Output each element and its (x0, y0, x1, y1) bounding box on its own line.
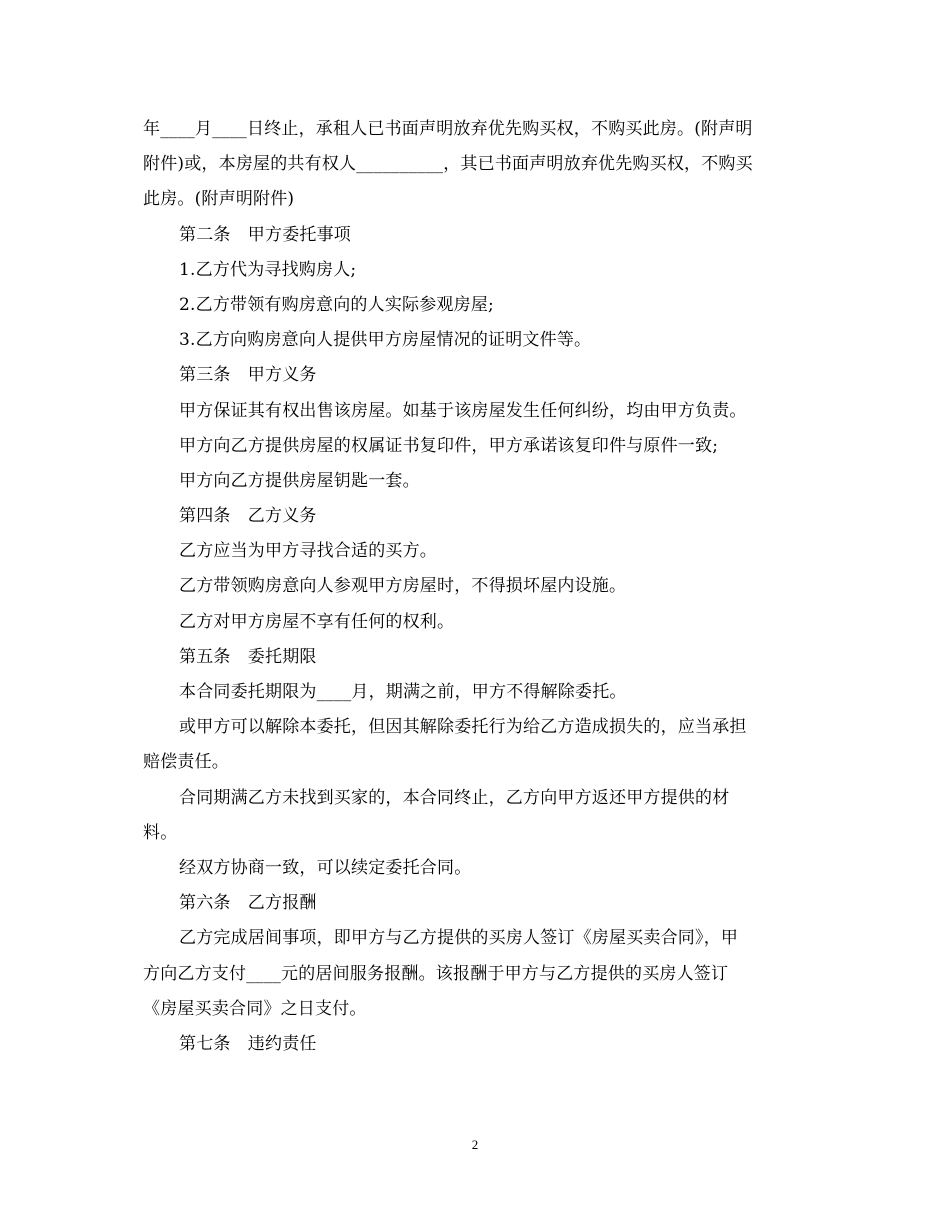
paragraph: 经双方协商一致，可以续定委托合同。 (179, 857, 472, 878)
text-line: 附件)或，本房屋的共有权人__________，其已书面声明放弃优先购买权，不购买 (143, 154, 753, 175)
page-number: 2 (471, 1137, 479, 1152)
paragraph-continuation: 方向乙方支付____元的居间服务报酬。该报酬于甲方与乙方提供的买房人签订 (143, 963, 729, 984)
list-item: 2.乙方带领有购房意向的人实际参观房屋; (179, 294, 494, 315)
section-heading-article-4: 第四条 乙方义务 (179, 506, 317, 527)
paragraph-continuation: 赔偿责任。 (143, 752, 229, 773)
list-item: 1.乙方代为寻找购房人; (179, 259, 357, 280)
paragraph-continuation: 《房屋买卖合同》之日支付。 (143, 998, 367, 1019)
section-heading-article-6: 第六条 乙方报酬 (179, 893, 317, 914)
text-line: 年____月____日终止，承租人已书面声明放弃优先购买权，不购买此房。(附声明 (143, 119, 753, 139)
section-heading-article-5: 第五条 委托期限 (179, 646, 317, 667)
paragraph: 或甲方可以解除本委托，但因其解除委托行为给乙方造成损失的，应当承担 (179, 717, 747, 738)
paragraph-continuation: 料。 (143, 822, 178, 843)
paragraph: 甲方保证其有权出售该房屋。如基于该房屋发生任何纠纷，均由甲方负责。 (179, 400, 747, 421)
section-heading-article-7: 第七条 违约责任 (179, 1033, 317, 1054)
paragraph: 乙方完成居间事项，即甲方与乙方提供的买房人签订《房屋买卖合同》，甲 (179, 928, 739, 949)
paragraph: 本合同委托期限为____月，期满之前，甲方不得解除委托。 (179, 682, 627, 702)
text-line: 此房。(附声明附件) (143, 189, 295, 210)
paragraph: 乙方对甲方房屋不享有任何的权利。 (179, 611, 455, 632)
paragraph: 甲方向乙方提供房屋钥匙一套。 (179, 470, 420, 491)
section-heading-article-3: 第三条 甲方义务 (179, 365, 317, 386)
paragraph: 合同期满乙方未找到买家的，本合同终止，乙方向甲方返还甲方提供的材 (179, 787, 730, 808)
paragraph: 乙方带领购房意向人参观甲方房屋时，不得损坏屋内设施。 (179, 576, 627, 597)
paragraph: 乙方应当为甲方寻找合适的买方。 (179, 541, 437, 562)
list-item: 3.乙方向购房意向人提供甲方房屋情况的证明文件等。 (179, 330, 592, 351)
paragraph: 甲方向乙方提供房屋的权属证书复印件，甲方承诺该复印件与原件一致; (179, 435, 719, 456)
document-body (143, 112, 808, 1062)
section-heading-article-2: 第二条 甲方委托事项 (179, 224, 351, 245)
